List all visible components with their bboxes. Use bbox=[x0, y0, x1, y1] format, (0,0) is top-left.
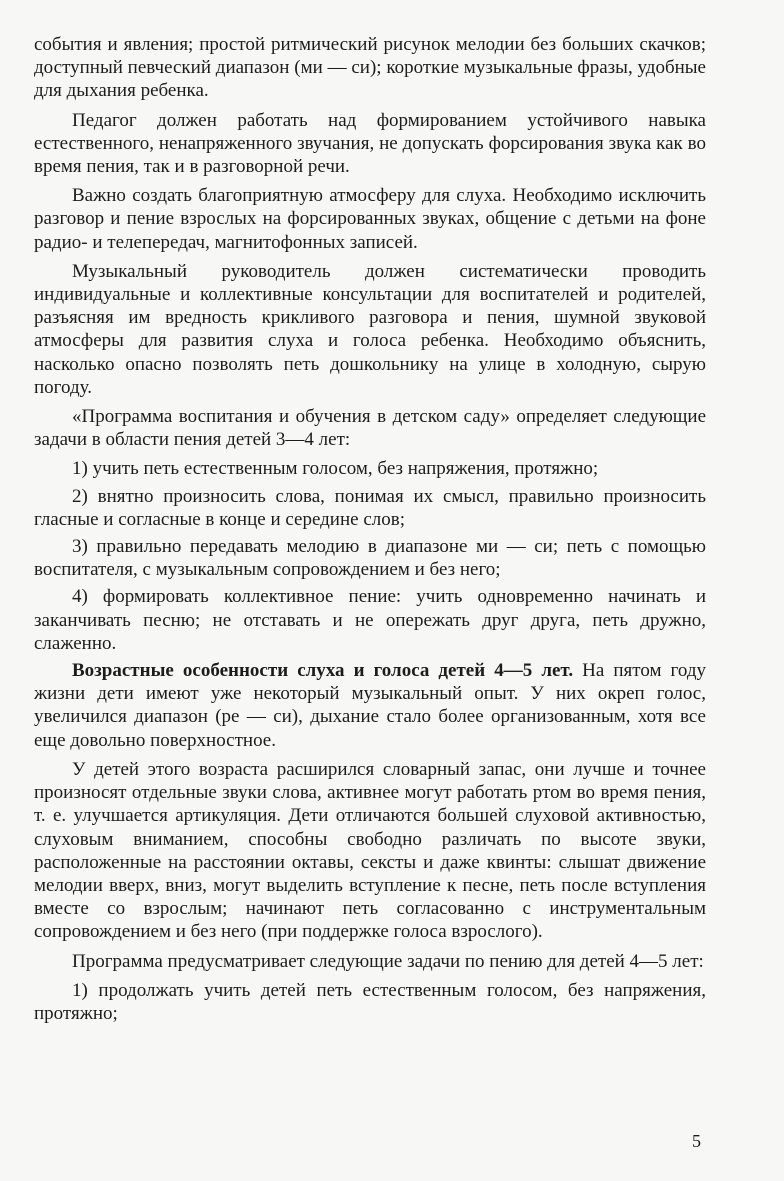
list-item: 1) учить петь естественным голосом, без напряжения, протяжно; bbox=[72, 458, 599, 480]
paragraph: Педагог должен работать над формированием устойчивого навыка естественного, ненапряженного звучания, не допускать форсирования звука как во время пения, так и в разговорной речи. bbox=[34, 109, 706, 178]
section-paragraph bbox=[34, 659, 706, 752]
list-item: 3) правильно передавать мелодию в диапазоне ми — си; петь с помощью воспитателя, с музыкальным сопровождением и без него; bbox=[34, 536, 706, 581]
page-body bbox=[34, 33, 706, 1029]
paragraph: У детей этого возраста расширился словарный запас, они лучше и точнее произносят отдельные звуки слова, активнее могут работать ртом во время пения, т. е. улучшается артикуляция. Дети отличаются большей слуховой активностью, слуховым вниманием, способны свободно различать по высоте звуки, расположенные на расстоянии октавы, сексты и даже квинты: слышат движение мелодии вверх, вниз, могут выделить вступление к песне, петь после вступления вместе со взрослым; начинают петь согласованно с инструментальным сопровождением и без него (при поддержке голоса взрослого). bbox=[34, 758, 706, 943]
list-item: 2) внятно произносить слова, понимая их смысл, правильно произносить гласные и согласные в конце и середине слов; bbox=[34, 485, 706, 530]
page-number: 5 bbox=[692, 1131, 701, 1151]
list-item: 1) продолжать учить детей петь естественным голосом, без напряжения, протяжно; bbox=[34, 979, 706, 1024]
list-item: 4) формировать коллективное пение: учить одновременно начинать и заканчивать песню; не отставать и не опережать друг друга, петь дружно, слаженно. bbox=[34, 586, 706, 654]
paragraph: Музыкальный руководитель должен систематически проводить индивидуальные и коллективные консультации для воспитателей и родителей, разъясняя им вредность крикливого разговора и пения, шумной звуковой атмосферы для развития слуха и голоса ребенка. Необходимо объяснить, насколько опасно позволять петь дошкольнику на улице в холодную, сырую погоду. bbox=[34, 260, 706, 398]
section-text: На пятом году жизни дети имеют уже некоторый музыкальный опыт. У них окреп голос, увеличился диапазон (ре — си), дыхание стало более организованным, хотя все еще довольно поверхностное. bbox=[34, 660, 706, 751]
paragraph: «Программа воспитания и обучения в детском саду» определяет следующие задачи в области пения детей 3—4 лет: bbox=[34, 406, 706, 451]
paragraph: Важно создать благоприятную атмосферу для слуха. Необходимо исключить разговор и пение взрослых на форсированных звуках, общение с детьми на фоне радио- и телепередач, магнитофонных записей. bbox=[34, 185, 706, 253]
paragraph: события и явления; простой ритмический рисунок мелодии без больших скачков; доступный певческий диапазон (ми — си); короткие музыкальные фразы, удобные для дыхания ребенка. bbox=[34, 34, 706, 102]
section-heading: Возрастные особенности слуха и голоса детей 4—5 лет. bbox=[72, 660, 574, 682]
paragraph: Программа предусматривает следующие задачи по пению для детей 4—5 лет: bbox=[72, 950, 704, 972]
